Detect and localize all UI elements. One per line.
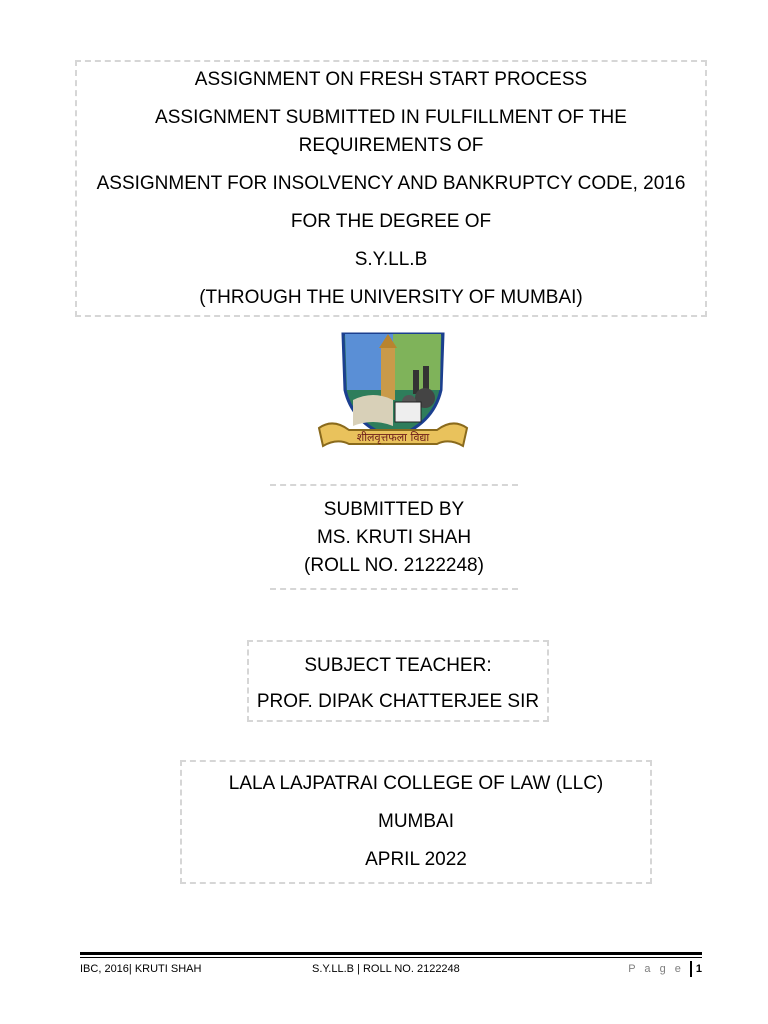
- footer-rule: [80, 952, 702, 955]
- divider: [270, 588, 518, 590]
- college-name: LALA LAJPATRAI COLLEGE OF LAW (LLC): [228, 773, 604, 794]
- student-name: MS. KRUTI SHAH: [316, 527, 472, 548]
- degree-label: FOR THE DEGREE OF: [290, 211, 492, 232]
- page-label: P a g e: [628, 963, 684, 975]
- fulfillment-line: ASSIGNMENT SUBMITTED IN FULFILLMENT OF THE: [155, 107, 627, 128]
- title-block: [75, 60, 707, 317]
- teacher-name: PROF. DIPAK CHATTERJEE SIR: [256, 691, 540, 712]
- submitted-by-label: SUBMITTED BY: [323, 499, 465, 520]
- crest-motto: शीलवृत्तफला विद्या: [356, 431, 430, 444]
- teacher-block: [247, 640, 549, 722]
- submission-block: [270, 484, 518, 590]
- subject-line: ASSIGNMENT FOR INSOLVENCY AND BANKRUPTCY CODE, 2016: [96, 173, 686, 194]
- subject-teacher-label: SUBJECT TEACHER:: [304, 655, 492, 676]
- page-number: 1: [695, 963, 702, 975]
- page-indicator: [628, 958, 702, 980]
- university-crest-icon: [313, 330, 473, 458]
- requirements-line: REQUIREMENTS OF: [298, 135, 484, 156]
- roll-number: (ROLL NO. 2122248): [304, 555, 484, 576]
- college-city: MUMBAI: [378, 811, 454, 832]
- college-block: [180, 760, 652, 884]
- footer-left-text: IBC, 2016| KRUTI SHAH: [80, 963, 202, 975]
- degree-name: S.Y.LL.B: [354, 249, 428, 270]
- university-line: (THROUGH THE UNIVERSITY OF MUMBAI): [199, 287, 583, 308]
- submission-date: APRIL 2022: [365, 849, 467, 870]
- page-footer: [80, 952, 702, 980]
- assignment-title: ASSIGNMENT ON FRESH START PROCESS: [194, 69, 588, 90]
- footer-middle-text: S.Y.LL.B | ROLL NO. 2122248: [312, 963, 460, 975]
